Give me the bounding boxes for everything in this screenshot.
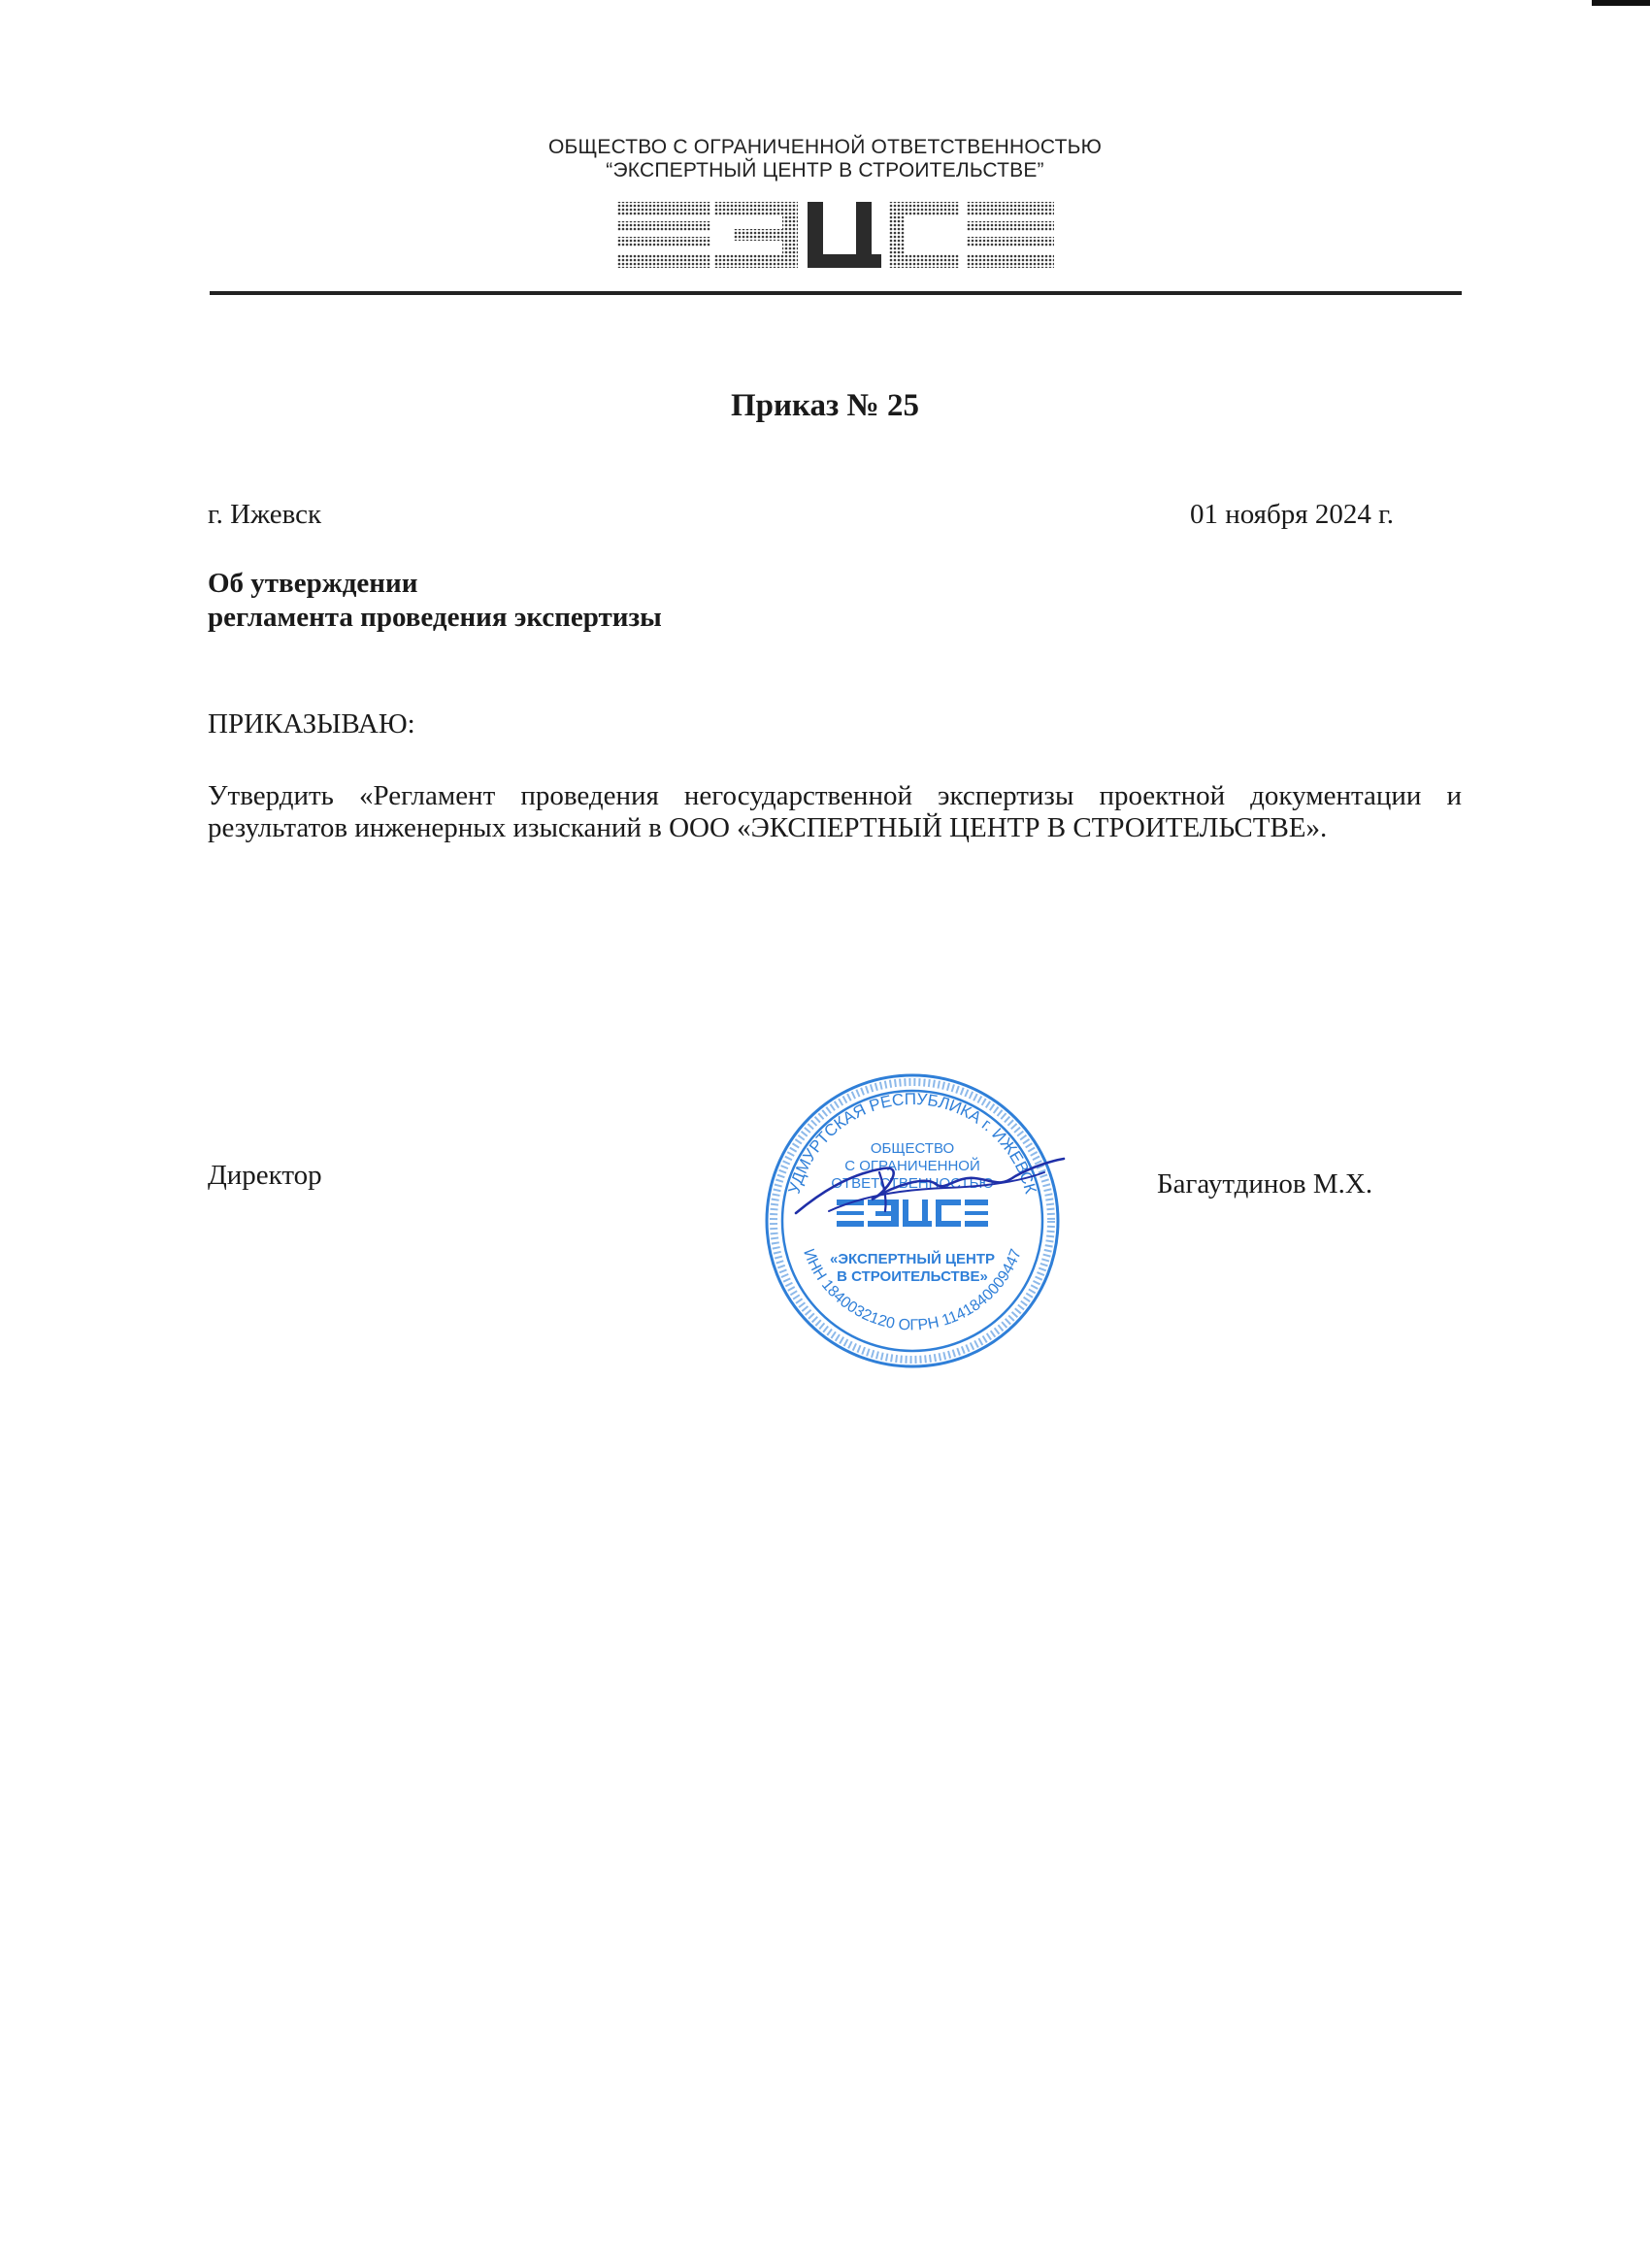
director-role: Директор xyxy=(208,1160,322,1191)
scan-corner-mark xyxy=(1592,0,1650,6)
seal-name-line-1: «ЭКСПЕРТНЫЙ ЦЕНТР xyxy=(830,1251,995,1267)
seal-inner-line-2: С ОГРАНИЧЕННОЙ xyxy=(844,1158,980,1174)
seal-inner-line-1: ОБЩЕСТВО xyxy=(870,1140,955,1157)
company-name-line-1: ОБЩЕСТВО С ОГРАНИЧЕННОЙ ОТВЕТСТВЕННОСТЬЮ xyxy=(547,136,1103,158)
order-word: ПРИКАЗЫВАЮ: xyxy=(208,708,415,740)
document-title: Приказ № 25 xyxy=(731,388,919,423)
seal-ring-text-top: УДМУРТСКАЯ РЕСПУБЛИКА г. ИЖЕВСК xyxy=(784,1089,1040,1197)
company-name-line-2: “ЭКСПЕРТНЫЙ ЦЕНТР В СТРОИТЕЛЬСТВЕ” xyxy=(606,159,1044,181)
document-city: г. Ижевск xyxy=(208,499,322,530)
seal-ring-text-bottom: ИНН 1840032120 ОГРН 1141840009447 xyxy=(800,1246,1025,1334)
company-logo-icon xyxy=(613,200,1058,270)
document-date: 01 ноября 2024 г. xyxy=(1189,499,1394,530)
subject-line-2: регламента проведения экспертизы xyxy=(208,602,662,633)
subject-line-1: Об утверждении xyxy=(208,568,418,599)
header-divider xyxy=(210,291,1462,295)
order-text: Утвердить «Регламент проведения негосударственной экспертизы проектной документации и результатов инженерных изысканий в ООО «ЭКСПЕРТНЫЙ ЦЕНТР В СТРОИТЕЛЬСТВЕ». xyxy=(208,780,1462,843)
document-subject xyxy=(208,567,662,635)
seal-name-line-2: В СТРОИТЕЛЬСТВЕ» xyxy=(837,1268,988,1285)
seal-inner-line-3: ОТВЕТСТВЕННОСТЬЮ xyxy=(831,1175,994,1192)
director-name: Багаутдинов М.Х. xyxy=(1157,1168,1373,1200)
director-signature xyxy=(790,1155,1068,1229)
